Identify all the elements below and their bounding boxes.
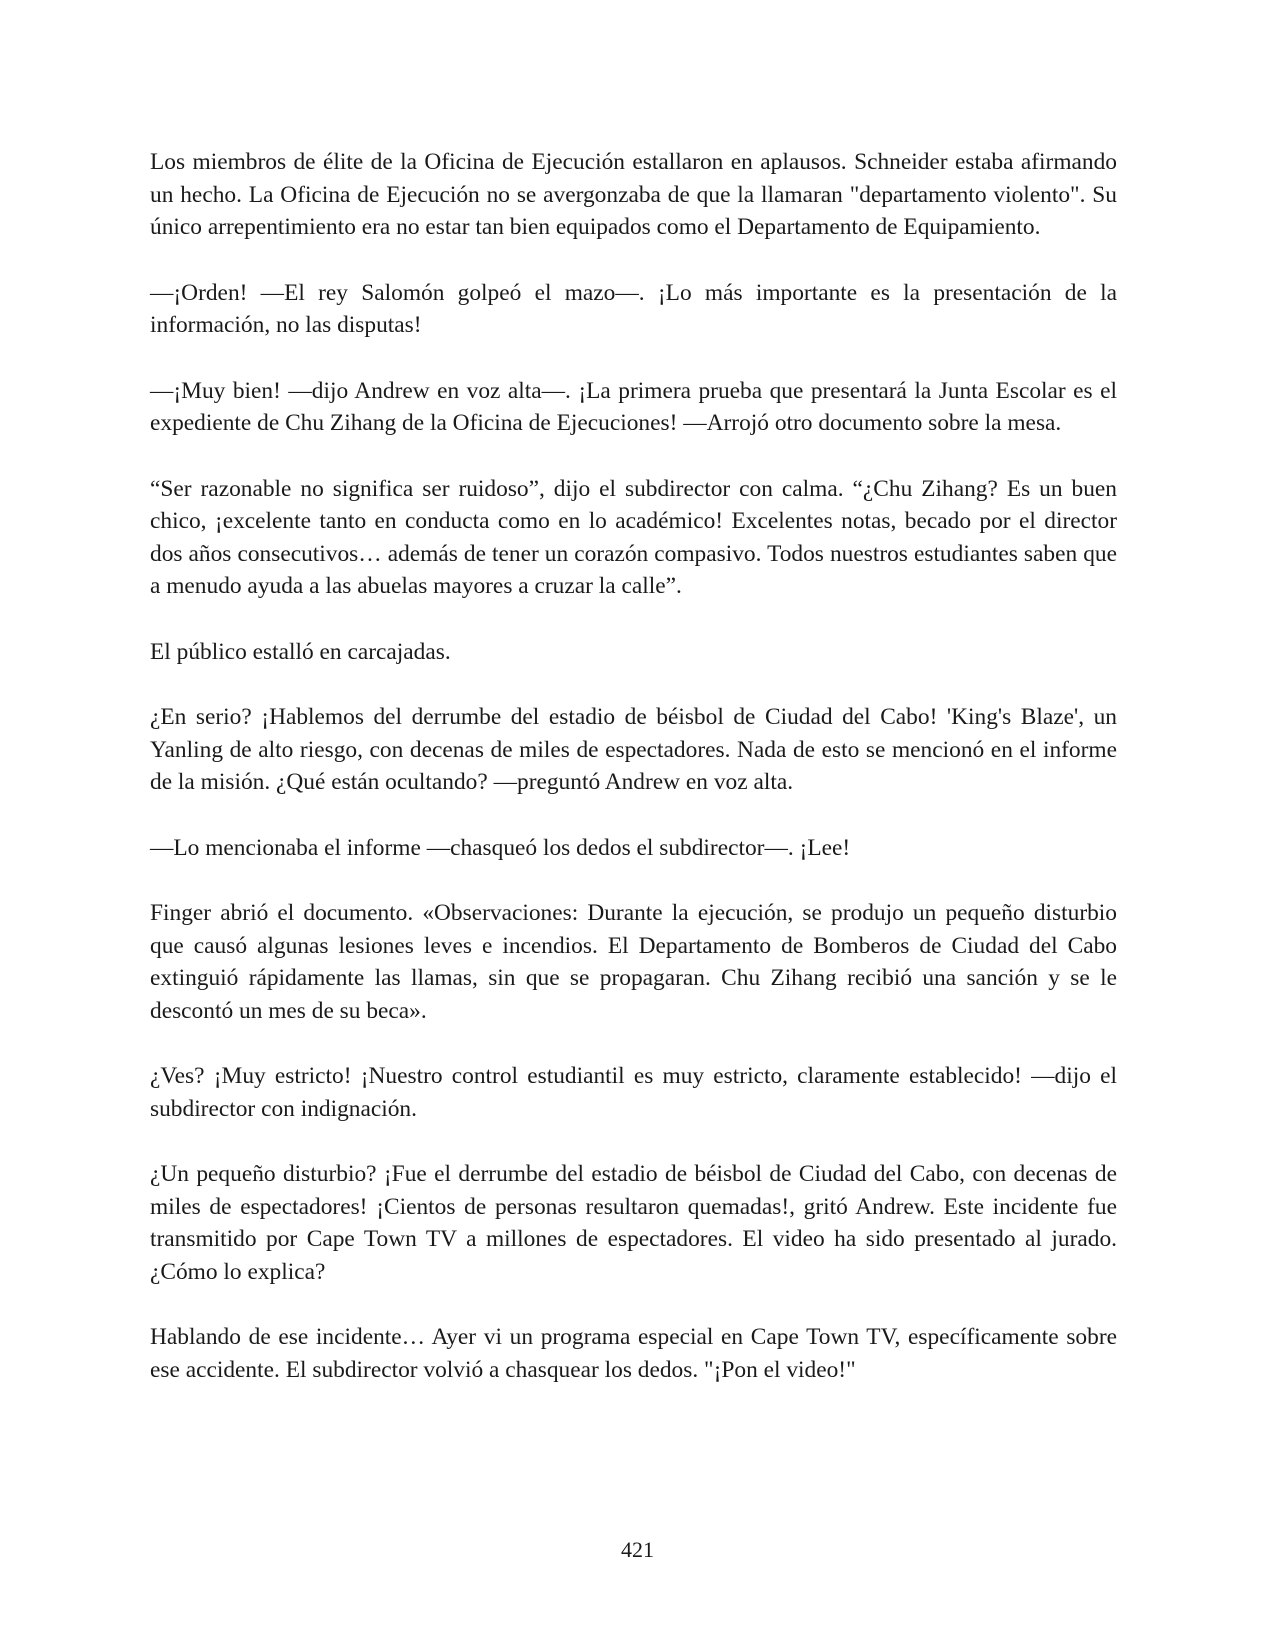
paragraph-11: Hablando de ese incidente… Ayer vi un programa especial en Cape Town TV, específicamente sobre ese accidente. El subdirector volvió a chasquear los dedos. "¡Pon el video!" [150,1324,1117,1383]
paragraph-4: “Ser razonable no significa ser ruidoso”, dijo el subdirector con calma. “¿Chu Zihang? Es un buen chico, ¡excelente tanto en conducta como en lo académico! Excelentes notas, becado por el director dos años consecutivos… además de tener un corazón compasivo. Todos nuestros estudiantes saben que a menudo ayuda a las abuelas mayores a cruzar la calle”. [150,475,1117,599]
paragraph-8: Finger abrió el documento. «Observaciones: Durante la ejecución, se produjo un pequeño disturbio que causó algunas lesiones leves e incendios. El Departamento de Bomberos de Ciudad del Cabo extinguió rápidamente las llamas, sin que se propagaran. Chu Zihang recibió una sanción y se le descontó un mes de su beca». [150,900,1117,1024]
paragraph-2: —¡Orden! —El rey Salomón golpeó el mazo—. ¡Lo más importante es la presentación de la información, no las disputas! [150,279,1117,338]
paragraph-3: —¡Muy bien! —dijo Andrew en voz alta—. ¡La primera prueba que presentará la Junta Escolar es el expediente de Chu Zihang de la Oficina de Ejecuciones! —Arrojó otro documento sobre la mesa. [150,377,1117,436]
page-number: 421 [621,1537,654,1562]
paragraph-6: ¿En serio? ¡Hablemos del derrumbe del estadio de béisbol de Ciudad del Cabo! 'King's Blaze', un Yanling de alto riesgo, con decenas de miles de espectadores. Nada de esto se mencionó en el informe de la misión. ¿Qué están ocultando? —preguntó Andrew en voz alta. [150,704,1117,795]
paragraph-5: El público estalló en carcajadas. [150,638,451,665]
page-body [150,146,1117,1419]
paragraph-10: ¿Un pequeño disturbio? ¡Fue el derrumbe del estadio de béisbol de Ciudad del Cabo, con decenas de miles de espectadores! ¡Cientos de personas resultaron quemadas!, gritó Andrew. Este incidente fue transmitido por Cape Town TV a millones de espectadores. El video ha sido presentado al jurado. ¿Cómo lo explica? [150,1161,1117,1285]
paragraph-7: —Lo mencionaba el informe —chasqueó los dedos el subdirector—. ¡Lee! [150,834,851,861]
paragraph-1: Los miembros de élite de la Oficina de Ejecución estallaron en aplausos. Schneider estaba afirmando un hecho. La Oficina de Ejecución no se avergonzaba de que la llamaran "departamento violento". Su único arrepentimiento era no estar tan bien equipados como el Departamento de Equipamiento. [150,149,1117,240]
paragraph-9: ¿Ves? ¡Muy estricto! ¡Nuestro control estudiantil es muy estricto, claramente establecido! —dijo el subdirector con indignación. [150,1063,1117,1122]
